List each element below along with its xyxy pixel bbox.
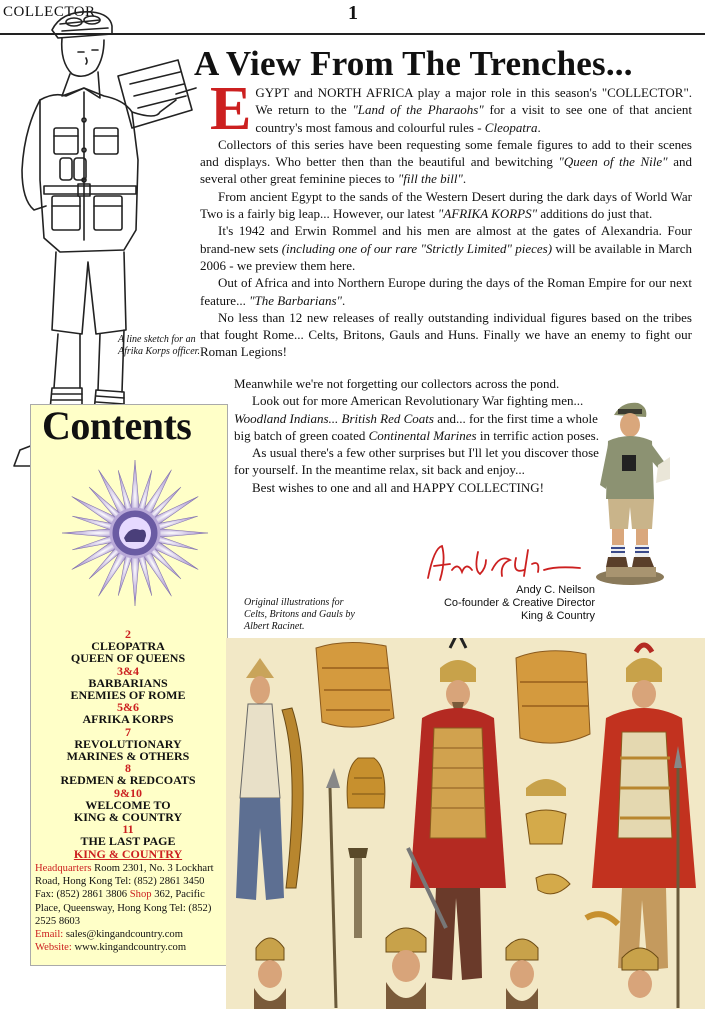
text: Look out for more American Revolutionary War fighting men... [252,393,584,409]
closing-paragraph-3: As usual there's a few other surprises but I'll let you discover those for yourself. In the meantime relax, sit back and enjoy... [234,445,599,478]
toc-entry[interactable]: CLEOPATRA [91,639,165,654]
email-link[interactable]: sales@kingandcountry.com [65,929,183,941]
toc-entry[interactable]: REVOLUTIONARY [74,736,182,751]
text: in terrific action poses. [476,427,599,443]
toc-entry[interactable]: MARINES & OTHERS [66,749,190,764]
toc-entry[interactable]: BARBARIANS [88,675,168,690]
page-number: 1 [348,2,358,24]
website-link[interactable]: www.kingandcountry.com [74,942,187,954]
drop-cap: E [210,75,252,143]
text: . [462,171,467,187]
signature-script [420,540,590,585]
text: From ancient Egypt to the sands of the Western Desert during the dark days of World War Two is a fairly big leap... However, our latest [200,188,692,222]
text-em: "The Barbarians" [249,292,342,308]
toc-number: 5&6 [117,700,139,715]
text-em: Continental Marines [368,427,477,443]
text: for a visit to see one of that ancient country's most famous and colourful rules - [255,102,692,135]
toc-entry[interactable]: AFRIKA KORPS [82,712,174,727]
toc-entry[interactable]: REDMEN & REDCOATS [60,773,196,788]
website-label: Website: [35,942,72,954]
contents-title: Contents [42,403,192,448]
hq-label: Headquarters [35,863,92,874]
hq-address: Room 2301, No. 3 Lockhart Road, Hong Kong Tel: (852) 2861 3450 Fax: (852) 2861 3806 [35,863,214,901]
signature-block [420,584,595,623]
intro-paragraph-2 [200,136,692,188]
shop-address: 362, Pacific Place, Queensway, Hong Kong Tel: (852) 2525 8603 [35,889,212,927]
signer-company: King & Country [521,610,595,622]
signer-role: Co-founder & Creative Director [443,597,595,609]
text-em: Woodland Indians... British Red Coats [234,410,434,426]
toc-number: 11 [122,822,134,837]
contents-list [32,628,224,860]
toc-entry[interactable]: ENEMIES OF ROME [70,688,186,703]
signer-name: Andy C. Neilson [516,584,595,596]
text-em: "AFRIKA KORPS" [437,206,538,222]
toc-entry[interactable]: THE LAST PAGE [80,834,176,849]
toc-number: 7 [125,724,131,739]
text: Collectors of this series have been requesting some female figures to add to their scenes and displays. Who better then than the beautiful and bewitching [200,136,692,170]
brand-name: KING & COUNTRY [73,846,183,861]
shop-label: Shop [129,889,152,901]
order-star-emblem [60,458,210,608]
intro-paragraph-1 [200,75,692,143]
intro-paragraph-3 [200,188,692,223]
toc-number: 3&4 [117,663,139,678]
intro-paragraph-5 [200,274,692,309]
toc-entry[interactable]: WELCOME TO [85,797,171,812]
closing-paragraph-2 [234,392,604,444]
text: and... for the first time a whole big batch of green coated [234,410,598,443]
closing-paragraph-4: Best wishes to one and all and HAPPY COLLECTING! [252,479,544,495]
text: It's 1942 and Erwin Rommel and his men are almost at the gates of Alexandria. Four brand-new sets [200,223,692,256]
text-em: "Queen of the Nile" [558,154,668,170]
masthead: COLLECTOR [3,4,96,20]
text: GYPT and NORTH AFRICA play a major role in this season's "COLLECTOR". We return to the [255,85,692,118]
toc-number: 2 [125,627,131,641]
intro-paragraph-4 [200,222,692,274]
barbarian-illustration-plate [226,638,705,1009]
illustration-caption: Original illustrations for Celts, Britons and Gauls by Albert Racinet. [244,597,355,632]
closing-text [234,375,604,496]
toc-entry[interactable]: KING & COUNTRY [73,810,183,825]
text-em: (including one of our rare "Strictly Limited" pieces) [281,240,553,256]
text-em: "fill the bill" [397,171,463,187]
toc-number: 9&10 [114,785,142,800]
closing-paragraph-1: Meanwhile we're not forgetting our collectors across the pond. [234,376,560,391]
text-em: "Land of the Pharaohs" [352,102,484,118]
contact-address [35,862,223,954]
headline: A View From The Trenches... [194,44,633,83]
email-label: Email: [35,929,64,941]
text: Out of Africa and into Northern Europe during the days of the Roman Empire for our next feature... [200,275,692,308]
toc-number: 8 [125,761,131,776]
text: will be available in March 2006 - we preview them here. [200,240,693,273]
sketch-caption: A line sketch for an Afrika Korps officer. [118,334,200,357]
afrika-korps-figure-photo [592,395,670,587]
text: and several other great feminine pieces to [200,154,692,187]
text: additions do just that. [537,206,653,222]
intro-text [200,75,693,361]
text-em: Cleopatra [484,119,538,135]
intro-paragraph-6: No less than 12 new releases of really outstanding individual figures based on the tribes that fought Rome... Celts, Britons, Gauls and Huns. Finally we have an enemy to fight our Roman Legions! [200,309,692,360]
toc-entry[interactable]: QUEEN OF QUEENS [70,651,186,666]
text: . [342,292,346,308]
text: . [537,119,541,135]
